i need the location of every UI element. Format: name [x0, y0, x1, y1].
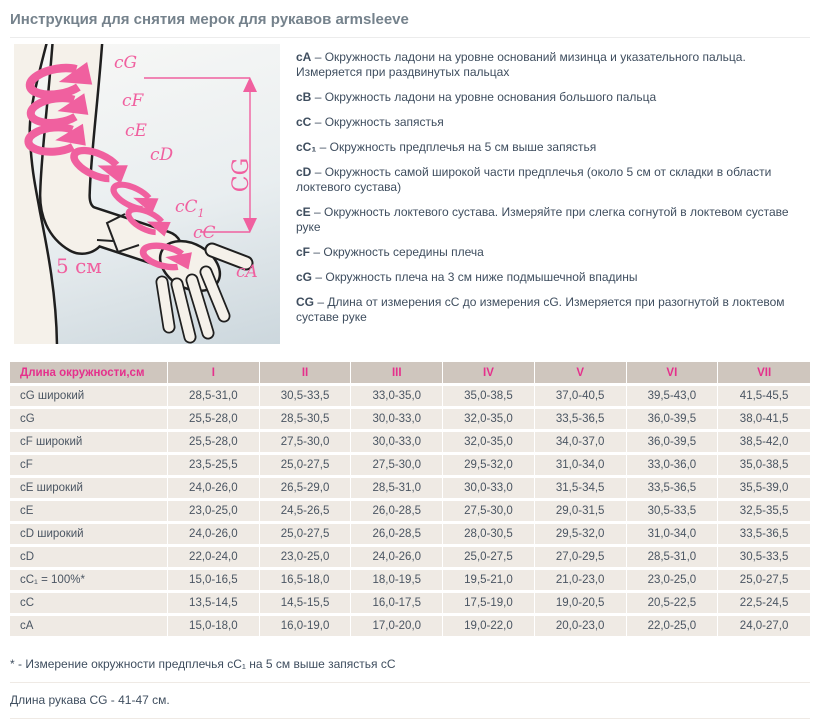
definitions-list	[280, 44, 810, 335]
range-cell: 38,5-42,0	[718, 432, 810, 452]
range-cell: 25,0-27,5	[443, 547, 535, 567]
size-column-header: VI	[627, 362, 719, 383]
range-cell: 24,0-26,0	[351, 547, 443, 567]
range-cell: 27,5-30,0	[351, 455, 443, 475]
range-cell: 19,0-20,5	[535, 593, 627, 613]
measurement-text: – Окружность локтевого сустава. Измеряйте при слегка согнутой в локтевом суставе руке	[296, 205, 789, 234]
measurement-text: – Окружность запястья	[314, 115, 444, 129]
row-label: cC	[10, 593, 168, 613]
arm-diagram	[14, 44, 280, 344]
five-cm-label: 5 см	[56, 254, 102, 278]
range-cell: 23,5-25,5	[168, 455, 260, 475]
range-cell: 31,0-34,0	[535, 455, 627, 475]
measurement-code: cD	[296, 165, 312, 179]
range-cell: 36,0-39,5	[627, 409, 719, 429]
range-cell: 28,5-30,5	[260, 409, 352, 429]
measurement-definition	[296, 90, 810, 105]
measurement-code: cC	[296, 115, 312, 129]
range-cell: 33,0-36,0	[627, 455, 719, 475]
range-cell: 28,5-31,0	[351, 478, 443, 498]
range-cell: 31,0-34,0	[627, 524, 719, 544]
measurement-code: cA	[296, 50, 312, 64]
measurement-text: – Окружность ладони на уровне основания большого пальца	[314, 90, 657, 104]
range-cell: 15,0-16,5	[168, 570, 260, 590]
range-cell: 19,0-22,0	[443, 616, 535, 636]
range-cell: 25,0-27,5	[260, 455, 352, 475]
row-label: cC₁ = 100%*	[10, 570, 168, 590]
range-cell: 33,5-36,5	[627, 478, 719, 498]
range-cell: 25,5-28,0	[168, 409, 260, 429]
range-cell: 27,5-30,0	[260, 432, 352, 452]
range-cell: 35,0-38,5	[718, 455, 810, 475]
size-table	[10, 359, 810, 639]
measurement-definition	[296, 140, 810, 155]
arm-measurement-diagram	[14, 44, 280, 344]
range-cell: 25,5-28,0	[168, 432, 260, 452]
range-cell: 16,0-17,5	[351, 593, 443, 613]
size-table-header	[10, 362, 810, 383]
size-column-header: IV	[443, 362, 535, 383]
range-cell: 15,0-18,0	[168, 616, 260, 636]
table-row	[10, 478, 810, 498]
range-cell: 32,0-35,0	[443, 432, 535, 452]
label-cD: cD	[150, 145, 174, 165]
range-cell: 36,0-39,5	[627, 432, 719, 452]
range-cell: 34,0-37,0	[535, 432, 627, 452]
range-cell: 14,5-15,5	[260, 593, 352, 613]
range-cell: 27,0-29,5	[535, 547, 627, 567]
measurement-definition	[296, 165, 810, 195]
range-cell: 29,0-31,5	[535, 501, 627, 521]
label-cF: cF	[122, 91, 144, 111]
table-row	[10, 386, 810, 406]
range-cell: 37,0-40,5	[535, 386, 627, 406]
top-section	[10, 44, 810, 344]
range-cell: 30,0-33,0	[443, 478, 535, 498]
size-column-header: II	[260, 362, 352, 383]
measurement-text: – Окружность ладони на уровне оснований мизинца и указательного пальца. Измеряется при раздвинутых пальцах	[296, 50, 746, 79]
row-label: cF широкий	[10, 432, 168, 452]
range-cell: 23,0-25,0	[168, 501, 260, 521]
range-cell: 16,0-19,0	[260, 616, 352, 636]
measurement-definition	[296, 205, 810, 235]
size-column-header: I	[168, 362, 260, 383]
range-cell: 20,5-22,5	[627, 593, 719, 613]
label-cE: cE	[125, 121, 147, 141]
range-cell: 17,5-19,0	[443, 593, 535, 613]
range-cell: 33,0-35,0	[351, 386, 443, 406]
measurement-code: cE	[296, 205, 311, 219]
header-row	[10, 362, 810, 383]
range-cell: 22,5-24,5	[718, 593, 810, 613]
row-label: cD	[10, 547, 168, 567]
range-cell: 32,0-35,0	[443, 409, 535, 429]
measurement-code: CG	[296, 295, 314, 309]
range-cell: 13,5-14,5	[168, 593, 260, 613]
table-row	[10, 593, 810, 613]
arrow-down-icon	[243, 218, 257, 233]
range-cell: 29,5-32,0	[443, 455, 535, 475]
measurement-code: cG	[296, 270, 313, 284]
range-cell: 30,0-33,0	[351, 409, 443, 429]
range-cell: 31,5-34,5	[535, 478, 627, 498]
range-cell: 33,5-36,5	[718, 524, 810, 544]
table-row	[10, 616, 810, 636]
range-cell: 21,0-23,0	[535, 570, 627, 590]
range-cell: 41,5-45,5	[718, 386, 810, 406]
label-cG: cG	[114, 53, 138, 73]
range-cell: 29,5-32,0	[535, 524, 627, 544]
range-cell: 24,0-27,0	[718, 616, 810, 636]
range-cell: 22,0-25,0	[627, 616, 719, 636]
range-cell: 25,0-27,5	[260, 524, 352, 544]
row-label: cG широкий	[10, 386, 168, 406]
row-label: cG	[10, 409, 168, 429]
row-label: cE широкий	[10, 478, 168, 498]
row-label: cA	[10, 616, 168, 636]
table-row	[10, 547, 810, 567]
range-cell: 20,0-23,0	[535, 616, 627, 636]
range-cell: 28,0-30,5	[443, 524, 535, 544]
measurement-code: cB	[296, 90, 312, 104]
range-cell: 23,0-25,0	[260, 547, 352, 567]
footnote: Длина рукава CG - 41-47 см.	[10, 683, 810, 719]
range-cell: 35,0-38,5	[443, 386, 535, 406]
table-row	[10, 409, 810, 429]
measurement-text: – Длина от измерения cC до измерения cG. Измеряется при разогнутой в локтевом суставе руке	[296, 295, 785, 324]
table-row	[10, 455, 810, 475]
label-cA: cA	[236, 262, 258, 282]
measurement-definition	[296, 270, 810, 285]
range-cell: 32,5-35,5	[718, 501, 810, 521]
range-cell: 18,0-19,5	[351, 570, 443, 590]
size-column-header: V	[535, 362, 627, 383]
size-column-header: III	[351, 362, 443, 383]
range-cell: 22,0-24,0	[168, 547, 260, 567]
range-cell: 35,5-39,0	[718, 478, 810, 498]
label-cC1: $cC_1$	[175, 197, 205, 220]
arrow-up-icon	[243, 77, 257, 92]
measurement-text: – Окружность самой широкой части предплечья (около 5 см от складки в области локтевого сустава)	[296, 165, 772, 194]
measurement-text: – Окружность середины плеча	[313, 245, 484, 259]
row-label: cF	[10, 455, 168, 475]
measurement-definition	[296, 245, 810, 260]
table-row	[10, 570, 810, 590]
range-cell: 27,5-30,0	[443, 501, 535, 521]
page-title: Инструкция для снятия мерок для рукавов armsleeve	[10, 0, 810, 38]
table-title-cell: Длина окружности,см	[10, 362, 168, 383]
measurement-code: cF	[296, 245, 311, 259]
row-label: cD широкий	[10, 524, 168, 544]
row-label: cE	[10, 501, 168, 521]
footnote: * - Измерение окружности предплечья cC₁ на 5 см выше запястья cC	[10, 647, 810, 683]
measurement-text: – Окружность плеча на 3 см ниже подмышечной впадины	[315, 270, 638, 284]
table-row	[10, 501, 810, 521]
label-cC: cC	[193, 223, 216, 243]
range-cell: 24,0-26,0	[168, 478, 260, 498]
size-table-body	[10, 386, 810, 636]
range-cell: 30,0-33,0	[351, 432, 443, 452]
range-cell: 30,5-33,5	[627, 501, 719, 521]
range-cell: 30,5-33,5	[718, 547, 810, 567]
range-cell: 39,5-43,0	[627, 386, 719, 406]
table-row	[10, 432, 810, 452]
range-cell: 23,0-25,0	[627, 570, 719, 590]
measurement-definition	[296, 115, 810, 130]
measurement-text: – Окружность предплечья на 5 см выше запястья	[319, 140, 597, 154]
range-cell: 17,0-20,0	[351, 616, 443, 636]
range-cell: 38,0-41,5	[718, 409, 810, 429]
range-cell: 19,5-21,0	[443, 570, 535, 590]
range-cell: 16,5-18,0	[260, 570, 352, 590]
measurement-code: cC₁	[296, 140, 317, 154]
range-cell: 28,5-31,0	[627, 547, 719, 567]
size-column-header: VII	[718, 362, 810, 383]
range-cell: 26,0-28,5	[351, 524, 443, 544]
measurement-definition	[296, 50, 810, 80]
range-cell: 24,0-26,0	[168, 524, 260, 544]
range-cell: 26,0-28,5	[351, 501, 443, 521]
table-row	[10, 524, 810, 544]
range-cell: 25,0-27,5	[718, 570, 810, 590]
footnotes	[10, 647, 810, 719]
cg-length-label: CG	[229, 157, 254, 193]
range-cell: 33,5-36,5	[535, 409, 627, 429]
measurement-definition	[296, 295, 810, 325]
range-cell: 26,5-29,0	[260, 478, 352, 498]
range-cell: 30,5-33,5	[260, 386, 352, 406]
range-cell: 24,5-26,5	[260, 501, 352, 521]
range-cell: 28,5-31,0	[168, 386, 260, 406]
